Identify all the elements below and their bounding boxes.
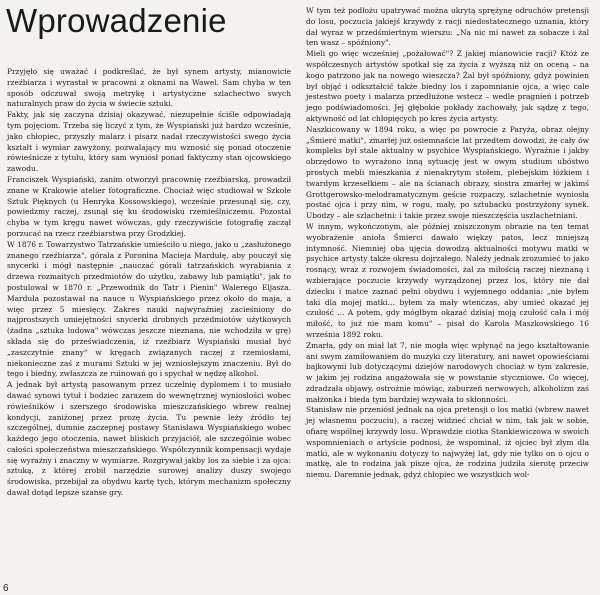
paragraph: Zmarła, gdy on miał lat 7, nie mogła więc wpłynąć na jego kształtowanie ani swym zamiłowaniem do muzyki czy literatury, ani nawet opowieściami bajkowymi lub dotyczącymi dziejów narodowych chociaż w tym zakresie, w jakim jej rodzina angażowała się w powstanie styczniowe. Co więcej, zdradzała objawy, ostrożnie mówiąc, zaburzeń nerwowych, alkoholizm zaś małżonka i bieda tym bardziej wzywała to skłonności. — [306, 340, 589, 404]
paragraph: Przyjęło się uważać i podkreślać, że był synem artysty, mianowicie rzeźbiarza i wyrastał w pracowni z oknami na Wawel. Sam chyba w ten sposób odczuwał swoją metrykę i artystyczne szlachectwo swych naturalnych praw do życia w świecie sztuki. — [7, 67, 291, 109]
paragraph: W 1876 r. Towarzystwo Tatrzańskie umieściło u niego, jako u „zasłużonego znanego rzeźbiarza", górala z Poronina Macieja Mardułę, aby pouczył się snycerki i mógł następnie „nauczać górali tatrzańskich wyrabiania z drzewa rozmaitych przedmiotów do użytku, zabawy lub pamiątki", jak to postulował w 1870 r. „Przewodnik do Tatr i Pienin" Walerego Eljasza. Marduła pozostawał na nauce u Wyspiańskiego przez około do maja, a więc przez 5 miesięcy. Zakres nauki najwyraźniej zacieśniony do najprostszych umiejętności snycerki drobnych przedmiotów użytkowych (żadna „sztuka ludowa" wówczas jeszcze nieznana, nie wchodziła w grę) składa się do przeświadczenia, iż rzeźbiarz Wyspiański musiał być „zaszczytnie znany" w kręgach związanych raczej z rzemiosłami, niekonieczne zaś z murami Sztuki w jej wzniosłejszym znaczeniu. Był do tego i biedny, zwłaszcza ze ruinowań go i spychał w nędzę alkohol. — [7, 239, 291, 379]
paragraph: Naszkicowany w 1894 roku, a więc po powrocie z Paryża, obraz olejny „Śmierć matki", zmarłej już osiemnaście lat przedtem dowodzi, że cały ów kompleks był stale aktualny w psychice Wyspiańskiego. Wyraźnie i jakby obrzędowo to wyrażono inną sytuację jest w owym studium ubóstwo prostych mebli mieszkania z nienakrytym stołem, plebejskim łóżkiem i twardym krzesełkiem – ale na ścianach obrazy, siostra zmarłej w jakimś Grottgerowsko-melodramatycznym geście rozpaczy, szlachetnie wyniosła postać ojca i przy nim, w rogu, mały, po sztubacku postrzyżony synek. Ubodzy – ale szlachetni: i takie przez swoje nieszczęścia uszlachetniani. — [306, 124, 589, 221]
left-text-column — [7, 67, 291, 499]
paragraph: A jednak był artystą pasowanym przez uczelnię dyplomem i to musiało dawać synowi tytuł i bodziec zarazem do wewnętrznej wyniosłości wobec rówieśników i szerszego środowiska mieszczańskiego wbrew realnej kondycji, zaniżonej przez prozę życia. Tu pewnie leży źródło tej szczególnej, dumnie zaczepnej postawy Stanisława Wyspiańskiego wobec każdego jego otoczenia, nawet bliskich przyjaciół, ale szczególnie wobec całości społeczeństwa mieszczańskiego. Współczynnik kompensacji wydaje się wyraźny i znaczny w wymiarze. Rozgrywał jakby los za siebie i za ojca: sztuką, z której zrobił narzędzie surowej analizy duszy swojego środowiska, przebijał za obydwu kartę tych, którym mechanizm społeczny dawał dotąd lepsze szanse gry. — [7, 380, 291, 498]
right-text-column — [306, 6, 589, 481]
paragraph: W tym też podłożu upatrywać można ukrytą sprężynę odruchów pretensji do losu, poczucia jakiejś krzywdy z racji niedostatecznego uznania, który dał wyraz w przedśmiertnym wierszu: „Na nic mi nawet za sobacze i żal ten wasz – spóźniony". — [306, 6, 589, 48]
paragraph: Franciszek Wyspiański, zanim otworzył pracownię rzeźbiarską, prowadził znane w Krakowie atelier fotograficzne. Chociaż więc studiował w Szkole Sztuk Pięknych (u Henryka Kossowskiego), wcześnie przesunął się, czy, powiedzmy raczej, zsunął się ku środowisku rzemieślniczemu. Pozostał chyba w tym kręgu nawet wówczas, gdy rzeczywiście fotografię zaczął porzucać na rzecz rzeźbiarstwa przy Grodzkiej. — [7, 174, 291, 238]
paragraph: W innym, wykończonym, ale później zniszczonym obrazie na ten temat wyobrażenie anioła Śmierci dawało więkzy patos, lecz mniejszą intymność. Niemniej oba ujęcia dowodzą aktualności motywu matki w psychice artysty także okresu dojrzałego. Należy jednak zrozumieć to jako rosnący, wraz z rozwojem świadomości, żal za miłością raczej nieznaną i wzbierające poczucie krzywdy wyrządzonej przez los, który nie dał dziecku i matce zaznać pełni obydwu i wyjemnego oddania: „nie byłem taki dla mojej matki… byłem za mały wtenczas, aby umieć okazać jej czułość … A potem, gdy mógłbym okazać dzisiaj moją czułość cała i mój miłość, to już nie mam komu" – pisał do Karola Maszkowskiego 16 września 1892 roku. — [306, 221, 589, 339]
paragraph: Mieli go więc wcześniej „pożałować"? Z jakiej mianowicie racji? Któż ze współczesnych artystów spotkał się za życia z wyższą niż on oceną – na kogo patrzono jak na nowego wieszcza? Żal był spóźniony, gdyż powinien był objąć i odkształcić także biedny los i zapomnianie ojca, a więc cale jestestwo poety i malarza przedłużone wstecz – wedle pragnień i potrzeb jego podświadomości. Jej głębokie pokłady zachowały, jak sądzę z tego, aktywność od lat chłopięcych po kres życia artysty. — [306, 49, 589, 123]
paragraph: Stanisław nie przeniósł jednak na ojca pretensji o los matki (wbrew nawet jej własnemu poczuciu), a raczej widzieć chciał w nim, tak jak w sobie, ofiarę wspólnej krzywdy losu. Wprawdzie ciotka Stankiewiczowa w swoich wspomnieniach o artyście podnosi, że wspominał, iż ojciec był złym dla matki, ale w wykonaniu dotyczy to najwyżej lat, gdy nie tylko on o ojcu o matkę, ale to rodzina jak pisze ojca, że rodzina judziła sierotę przeciw niemu. Daremnie jednak, gdyż chłopiec we wszystkich wol- — [306, 405, 589, 480]
paragraph: Fakty, jak się zaczyna dzisiaj okazywać, niezupełnie ściśle odpowiadają tym pojęciom. Trzeba się liczyć z tym, że Wyspiański już bardzo wcześnie, jako chłopiec, przyszły malarz i pisarz nadał rzeczywistości swego życia kształt i wymiar zawyżony, pozwalający mu wznosić się ponad otoczenie rówieśnicze z tytułu, który sam wyniósł ponad faktyczny stan ojcowskiego zawodu. — [7, 110, 291, 174]
page-title: Wprowadzenie — [6, 2, 227, 39]
page-number: 6 — [3, 583, 9, 594]
